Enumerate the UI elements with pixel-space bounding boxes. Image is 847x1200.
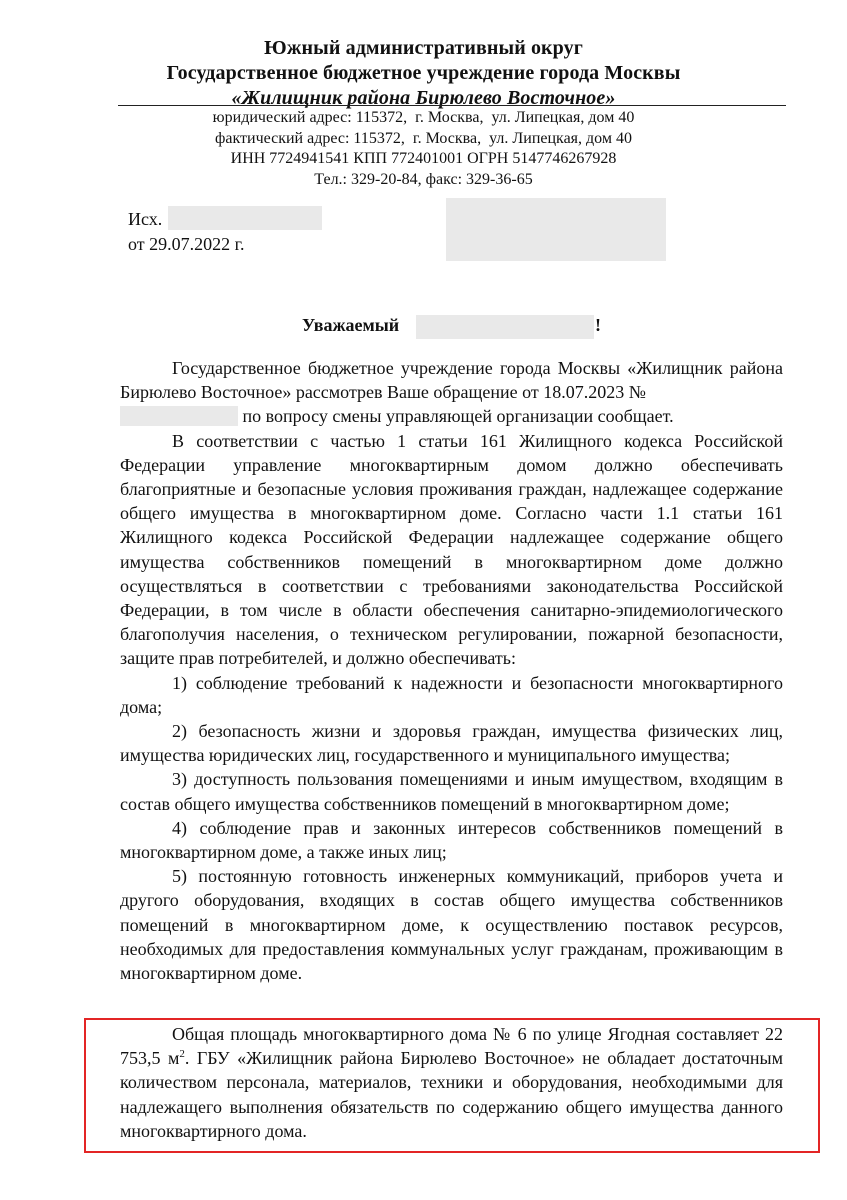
legal-address: юридический адрес: 115372, г. Москва, ул. Липецкая, дом 40 (212, 109, 635, 126)
letter-body (120, 356, 783, 985)
paragraph-area (120, 1022, 783, 1143)
paragraph-law: В соответствии с частью 1 статьи 161 Жилищного кодекса Российской Федерации управление многоквартирным домом должно обеспечивать благоприятные и безопасные условия проживания граждан, надлежащее содержание общего имущества в многоквартирном доме. Согласно части 1.1 статьи 161 Жилищного кодекса Российской Федерации надлежащее содержание общего имущества собственников помещений в многоквартирном доме должно осуществляться в соответствии с требованиями законодательства Российской Федерации, в том числе в области обеспечения санитарно-эпидемиологического благополучия населения, о техническом регулировании, пожарной безопасности, защите прав потребителей, и должно обеспечивать: (120, 430, 783, 669)
phone-fax: Тел.: 329-20-84, факс: 329-36-65 (314, 170, 533, 188)
area-text: Общая площадь многоквартирного дома № 6 по улице Ягодная составляет 22 753,5 м (120, 1024, 783, 1069)
redacted-recipient-block (446, 198, 666, 261)
outgoing-number-label: Исх. (128, 209, 163, 229)
greeting-word: Уважаемый (302, 315, 400, 335)
list-item: 4) соблюдение прав и законных интересов собственников помещений в многоквартирном доме, а также иных лиц; (120, 817, 783, 863)
final-paragraph-block (120, 1022, 783, 1143)
intro-text: Государственное бюджетное учреждение города Москвы «Жилищник района Бирюлево Восточное» рассмотрев Ваше обращение от 18.07.2023 № (120, 358, 783, 403)
organization-details (0, 108, 847, 190)
district-name: Южный административный округ (264, 37, 583, 59)
redacted-recipient-name (416, 315, 594, 339)
actual-address: фактический адрес: 115372, г. Москва, ул. Липецкая, дом 40 (214, 129, 632, 147)
outgoing-date: от 29.07.2022 г. (128, 234, 245, 254)
area-text-end: . ГБУ «Жилищник района Бирюлево Восточное» не обладает достаточным количеством персонала, материалов, техники и оборудования, необходимыми для надлежащего выполнения обязательств по содержанию общего имущества данного многоквартирного дома. (120, 1048, 784, 1141)
area-unit-superscript: 2 (179, 1048, 185, 1061)
redacted-outgoing-number (168, 206, 322, 230)
letterhead (0, 36, 847, 111)
list-item: 3) доступность пользования помещениями и иным имуществом, входящим в состав общего имущества собственников помещений в многоквартирном доме; (120, 769, 783, 814)
intro-text-end: по вопросу смены управляющей организации сообщает. (242, 406, 674, 427)
list-item: 1) соблюдение требований к надежности и безопасности многоквартирного дома; (120, 672, 783, 717)
paragraph-intro (120, 356, 783, 429)
list-item: 5) постоянную готовность инженерных коммуникаций, приборов учета и другого оборудования, входящих в состав общего имущества собственников помещений в многоквартирном доме, к осуществлению поставок ресурсов, необходимых для предоставления коммунальных услуг гражданам, проживающим в многоквартирном доме. (120, 866, 783, 984)
greeting-exclamation: ! (595, 315, 601, 335)
organization-type: Государственное бюджетное учреждение города Москвы (166, 62, 681, 84)
registration-ids: ИНН 7724941541 КПП 772401001 ОГРН 5147746267928 (230, 150, 617, 167)
redacted-appeal-number (120, 406, 238, 426)
letterhead-divider (118, 105, 786, 106)
organization-name: «Жилищник района Бирюлево Восточное» (231, 87, 616, 109)
list-item: 2) безопасность жизни и здоровья граждан, имущества физических лиц, имущества юридических лиц, государственного и муниципального имущества; (120, 721, 783, 766)
